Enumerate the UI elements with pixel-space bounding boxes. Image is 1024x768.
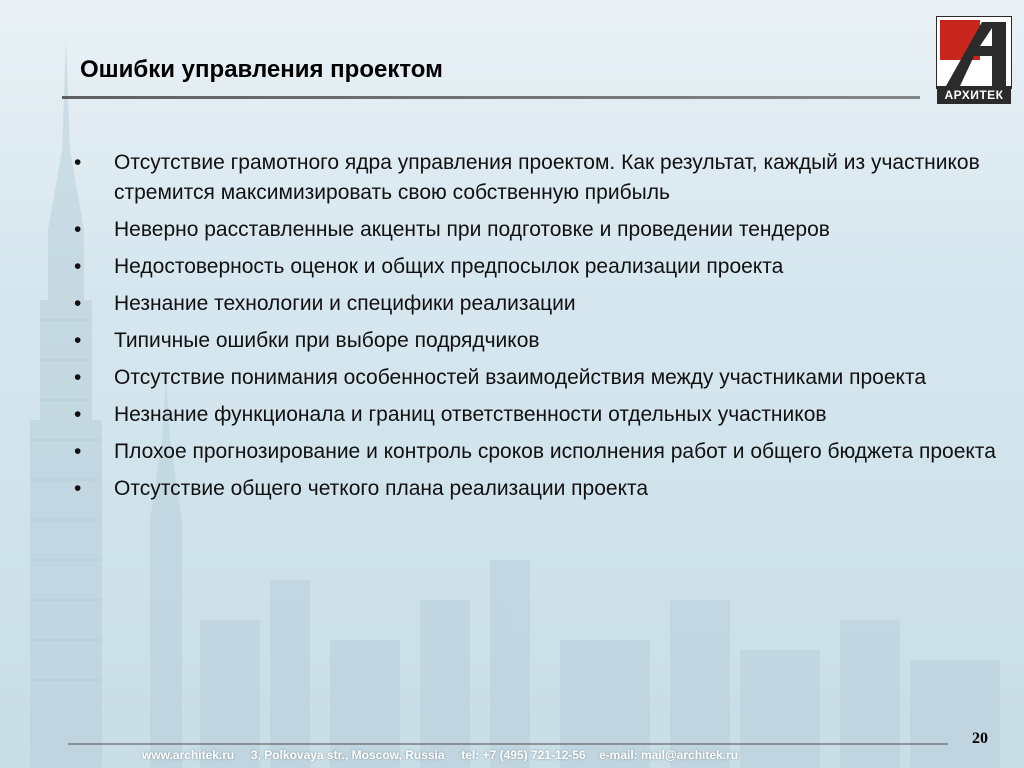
bullet-icon: •: [74, 218, 82, 241]
bullet-text: Типичные ошибки при выборе подрядчиков: [114, 329, 540, 352]
bullet-text: Плохое прогнозирование и контроль сроков исполнения работ и общего бюджета проекта: [114, 440, 996, 463]
bullet-text: Отсутствие понимания особенностей взаимодействия между участниками проекта: [114, 366, 927, 389]
list-item: [68, 215, 998, 245]
bullet-icon: •: [74, 366, 82, 389]
list-item: [68, 474, 998, 504]
bullet-icon: •: [74, 329, 82, 352]
footer-email-link[interactable]: e-mail: mail@architek.ru: [598, 748, 739, 762]
footer-website-link[interactable]: www.architek.ru: [142, 748, 235, 762]
bullet-icon: •: [74, 403, 82, 426]
page-number: 20: [972, 730, 988, 747]
list-item: [68, 148, 998, 208]
slide-title: Ошибки управления проектом: [80, 56, 443, 83]
bullet-text: Отсутствие грамотного ядра управления проектом. Как результат, каждый из участников стремится максимизировать свою собственную прибыль: [114, 151, 980, 204]
footer-address: 3, Polkovaya str., Moscow, Russia: [250, 748, 445, 762]
bullet-text: Незнание функционала и границ ответственности отдельных участников: [114, 403, 827, 426]
title-divider: [62, 96, 920, 99]
footer-phone: tel: +7 (495) 721-12-56: [461, 748, 586, 762]
bullet-icon: •: [74, 440, 82, 463]
bullet-text: Отсутствие общего четкого плана реализации проекта: [114, 477, 649, 500]
bullet-list: [68, 148, 998, 511]
list-item: [68, 363, 998, 393]
bullet-icon: •: [74, 292, 82, 315]
footer-contacts: [142, 748, 738, 762]
bullet-text: Недостоверность оценок и общих предпосылок реализации проекта: [114, 255, 784, 278]
bullet-icon: •: [74, 151, 82, 174]
bullet-text: Незнание технологии и специфики реализации: [114, 292, 576, 315]
list-item: [68, 289, 998, 319]
bullet-icon: •: [74, 255, 82, 278]
list-item: [68, 252, 998, 282]
bullet-icon: •: [74, 477, 82, 500]
list-item: [68, 437, 998, 467]
logo-label: АРХИТЕК: [937, 86, 1011, 104]
bullet-text: Неверно расставленные акценты при подготовке и проведении тендеров: [114, 218, 830, 241]
list-item: [68, 400, 998, 430]
footer-divider: [68, 743, 948, 745]
list-item: [68, 326, 998, 356]
